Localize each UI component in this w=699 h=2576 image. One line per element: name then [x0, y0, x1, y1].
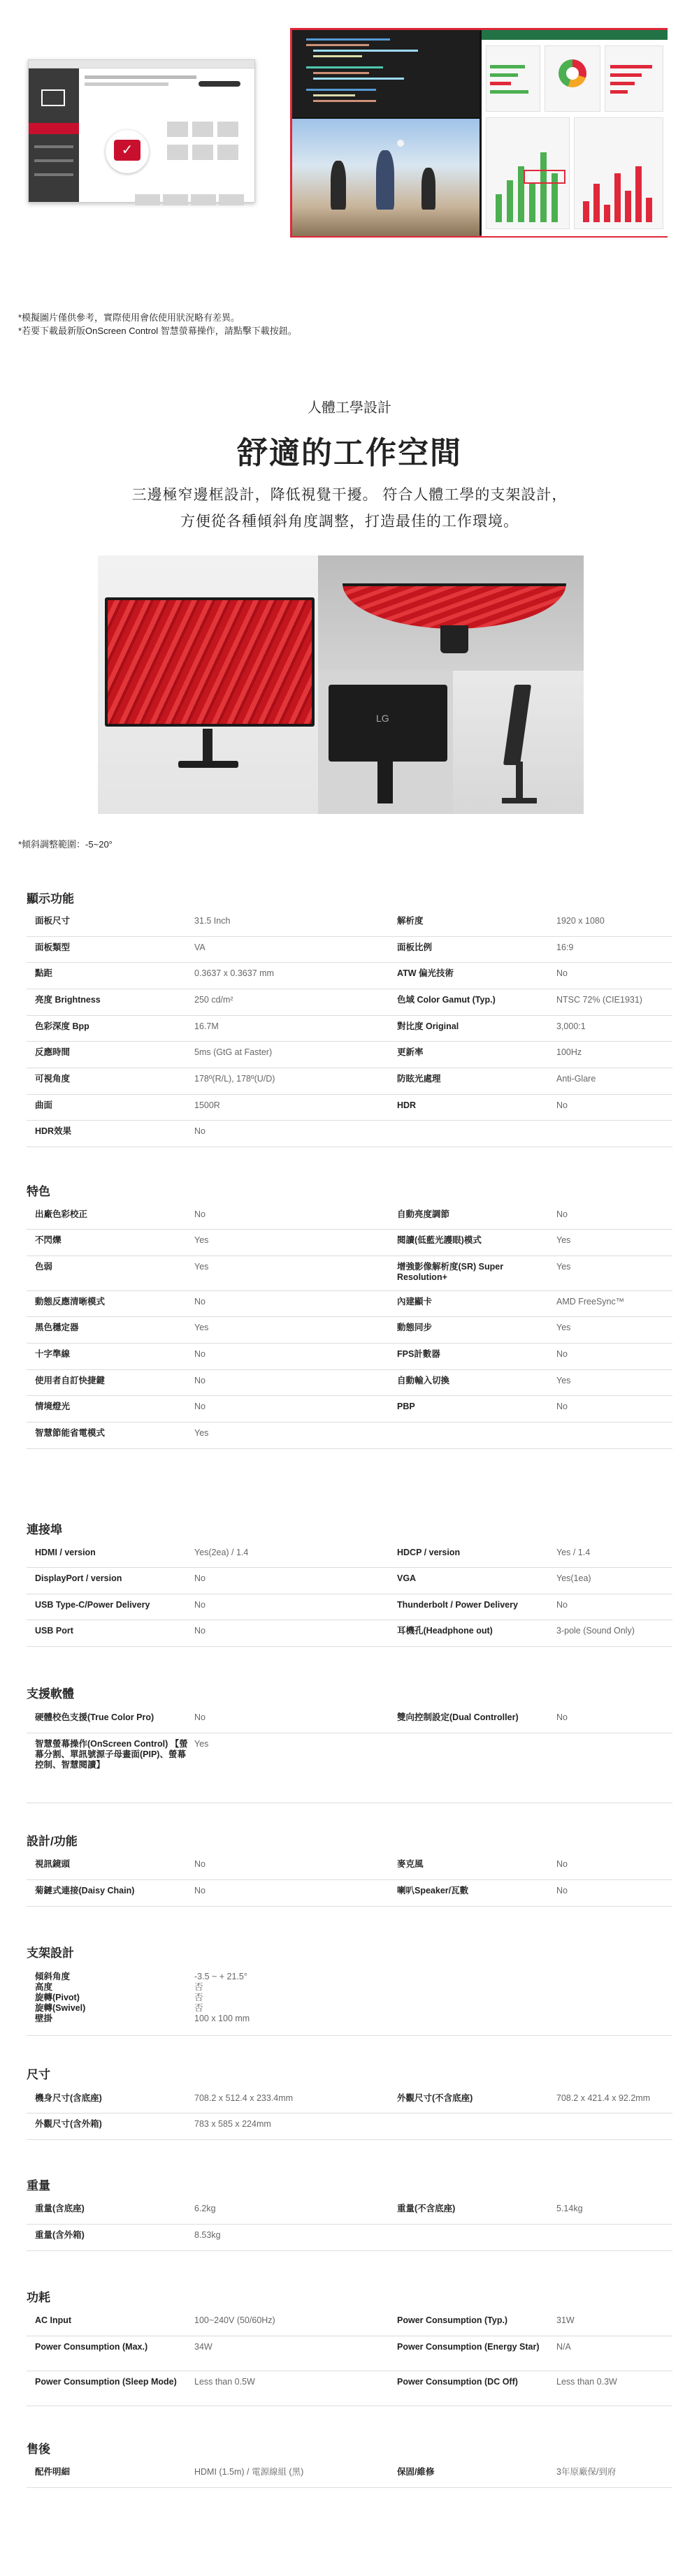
- spec-value: Yes: [194, 1235, 209, 1245]
- spec-value: NTSC 72% (CIE1931): [556, 995, 642, 1005]
- spec-label: 出廠色彩校正: [35, 1209, 88, 1219]
- spec-label: 耳機孔(Headphone out): [397, 1626, 493, 1636]
- spec-label: 增強影像解析度(SR) Super Resolution+: [397, 1262, 504, 1282]
- onscreen-control-window: [28, 59, 255, 203]
- spec-label: 菊鏈式連接(Daisy Chain): [35, 1886, 135, 1895]
- donut-chart-graphic: [559, 59, 586, 87]
- spec-value: 6.2kg: [194, 2204, 216, 2213]
- spec-label: 色域 Color Gamut (Typ.): [397, 995, 496, 1005]
- spec-label: HDCP / version: [397, 1548, 461, 1557]
- spec-value: -3.5 ~ + 21.5° 否 否 否 100 x 100 mm: [194, 1972, 250, 2023]
- spec-label: 色彩深度 Bpp: [35, 1021, 89, 1031]
- spec-label: 保固/維修: [397, 2467, 435, 2477]
- spec-row: [27, 1966, 672, 2036]
- spec-label: 外觀尺寸(含外箱): [35, 2119, 102, 2129]
- spec-label: 曲面: [35, 1100, 53, 1110]
- spec-label: 重量(含底座): [35, 2204, 85, 2213]
- product-photo-top-curve: [318, 555, 584, 671]
- spec-value: Yes: [194, 1739, 209, 1749]
- spec-row: [27, 937, 672, 963]
- spec-value: 783 x 585 x 224mm: [194, 2119, 271, 2129]
- spec-row: [27, 1121, 672, 1147]
- spec-value: 31.5 Inch: [194, 916, 231, 926]
- spec-section-title: 售後: [27, 2443, 50, 2456]
- spec-section-title: 連接埠: [27, 1523, 62, 1536]
- code-editor-pane: [292, 30, 480, 117]
- spec-value: HDMI (1.5m) / 電源線組 (黑): [194, 2467, 304, 2477]
- spec-value: 3-pole (Sound Only): [556, 1626, 635, 1636]
- spec-value: Yes: [194, 1262, 209, 1272]
- spec-row: [27, 1016, 672, 1042]
- spec-row: [27, 1344, 672, 1370]
- window-titlebar: [29, 60, 254, 68]
- spec-row: [27, 1594, 672, 1620]
- spec-row: [27, 2088, 672, 2113]
- spec-value: No: [556, 1402, 568, 1411]
- tilt-range-note: *傾斜調整範圍：-5~20°: [18, 839, 113, 850]
- spec-label: 機身尺寸(含底座): [35, 2093, 102, 2103]
- lg-logo: LG: [376, 713, 389, 724]
- spec-value: 3,000:1: [556, 1021, 586, 1031]
- spec-row: [27, 2310, 672, 2336]
- spec-value: Yes / 1.4: [556, 1548, 591, 1557]
- spec-value: No: [194, 1376, 206, 1385]
- spec-label: 情境燈光: [35, 1402, 71, 1411]
- spec-label: HDR效果: [35, 1126, 72, 1136]
- spec-row: [27, 1880, 672, 1907]
- spec-label: 雙向控制設定(Dual Controller): [397, 1712, 519, 1722]
- spec-label: Power Consumption (Sleep Mode): [35, 2377, 177, 2387]
- description-line-2: 方便從各種傾斜角度調整，打造最佳的工作環境。: [180, 514, 519, 530]
- spec-row: [27, 1230, 672, 1256]
- spec-label: 內建顯卡: [397, 1297, 433, 1307]
- spec-label: 喇叭Speaker/瓦數: [397, 1886, 469, 1895]
- spec-section-title: 功耗: [27, 2291, 50, 2304]
- spec-row: [27, 1396, 672, 1422]
- spec-value: No: [556, 1100, 568, 1110]
- section-eyebrow: 人體工學設計: [308, 400, 391, 416]
- spec-row: [27, 2113, 672, 2140]
- spec-value: Yes: [194, 1323, 209, 1332]
- spec-label: 傾斜角度 高度 旋轉(Pivot) 旋轉(Swivel) 壁掛: [35, 1972, 86, 2023]
- spec-label: Power Consumption (Energy Star): [397, 2342, 540, 2352]
- spec-label: 色弱: [35, 1262, 53, 1272]
- spec-label: 更新率: [397, 1047, 424, 1057]
- spec-row: [27, 1042, 672, 1068]
- footnotes: [18, 311, 297, 337]
- spec-value: No: [556, 1209, 568, 1219]
- download-button-graphic: [199, 81, 240, 87]
- spec-label: 自動亮度調節: [397, 1209, 450, 1219]
- spec-value: 16.7M: [194, 1021, 219, 1031]
- spec-label: 不閃爍: [35, 1235, 62, 1245]
- check-icon: ✓: [114, 140, 140, 161]
- spec-value: No: [556, 1886, 568, 1895]
- spec-value: Anti-Glare: [556, 1074, 596, 1084]
- spec-label: 動態反應清晰模式: [35, 1297, 106, 1307]
- spec-label: 重量(不含底座): [397, 2204, 456, 2213]
- spec-value: No: [556, 1859, 568, 1869]
- spec-label: 自動輸入切換: [397, 1376, 450, 1385]
- product-photo-back: [318, 671, 453, 814]
- spec-label: ATW 偏光技術: [397, 968, 454, 978]
- section-description: [0, 482, 699, 535]
- spreadsheet-toolbar: [482, 30, 668, 40]
- spec-label: 麥克風: [397, 1859, 424, 1869]
- product-photo-front: [98, 555, 318, 814]
- spec-label: 重量(含外箱): [35, 2230, 85, 2240]
- spec-label: 亮度 Brightness: [35, 995, 101, 1005]
- spec-label: 配件明細: [35, 2467, 71, 2477]
- spec-value: No: [194, 1886, 206, 1895]
- spec-value: 1920 x 1080: [556, 916, 605, 926]
- footnote-disclaimer: *模擬圖片僅供參考，實際使用會依使用狀況略有差異。: [18, 312, 240, 323]
- spec-label: 動態同步: [397, 1323, 433, 1332]
- spec-value: No: [194, 1600, 206, 1610]
- spec-section-title: 顯示功能: [27, 892, 74, 905]
- spec-value: VA: [194, 943, 206, 952]
- spec-value: 16:9: [556, 943, 574, 952]
- spec-row: [27, 2225, 672, 2251]
- spec-value: No: [194, 1297, 206, 1307]
- spec-label: 智慧節能省電模式: [35, 1428, 106, 1438]
- spec-value: 31W: [556, 2315, 575, 2325]
- spec-row: [27, 1542, 672, 1568]
- spec-label: 外觀尺寸(不含底座): [397, 2093, 473, 2103]
- spec-row: [27, 1291, 672, 1317]
- spec-value: 100~240V (50/60Hz): [194, 2315, 275, 2325]
- spec-value: No: [194, 1859, 206, 1869]
- video-pane: [292, 119, 480, 236]
- spec-row: [27, 1733, 672, 1803]
- spec-label: 閱讀(低藍光護眼)模式: [397, 1235, 482, 1245]
- spec-label: 對比度 Original: [397, 1021, 459, 1031]
- spec-label: USB Type-C/Power Delivery: [35, 1600, 150, 1610]
- spec-value: Yes: [556, 1262, 571, 1272]
- spec-label: 十字準線: [35, 1349, 71, 1359]
- spec-label: Thunderbolt / Power Delivery: [397, 1600, 518, 1610]
- spec-value: Yes(1ea): [556, 1573, 591, 1583]
- spec-section-title: 支援軟體: [27, 1687, 74, 1701]
- spec-row: [27, 1854, 672, 1880]
- spec-value: No: [194, 1126, 206, 1136]
- spec-label: HDMI / version: [35, 1548, 96, 1557]
- spec-value: 100Hz: [556, 1047, 582, 1057]
- spec-value: No: [556, 1712, 568, 1722]
- spec-value: 5.14kg: [556, 2204, 583, 2213]
- spec-row: [27, 1204, 672, 1230]
- section-title: 舒適的工作空間: [237, 436, 462, 470]
- spec-value: Yes(2ea) / 1.4: [194, 1548, 249, 1557]
- spec-value: 3年原廠保/到府: [556, 2467, 617, 2477]
- spec-row: [27, 1707, 672, 1733]
- spec-value: 8.53kg: [194, 2230, 221, 2240]
- spec-value: No: [194, 1573, 206, 1583]
- spec-value: No: [194, 1626, 206, 1636]
- spec-value: 5ms (GtG at Faster): [194, 1047, 273, 1057]
- spec-label: 面板尺寸: [35, 916, 71, 926]
- spec-row: [27, 2371, 672, 2406]
- spec-value: Less than 0.5W: [194, 2377, 255, 2387]
- spec-label: 面板比例: [397, 943, 433, 952]
- screen-split-badge: [106, 130, 149, 173]
- spec-label: USB Port: [35, 1626, 73, 1636]
- spec-row: [27, 1095, 672, 1121]
- spec-value: Yes: [556, 1235, 571, 1245]
- spec-label: Power Consumption (Typ.): [397, 2315, 508, 2325]
- spec-row: [27, 1370, 672, 1396]
- spec-label: 使用者自訂快捷鍵: [35, 1376, 106, 1385]
- spec-row: [27, 1422, 672, 1449]
- spec-label: 面板類型: [35, 943, 71, 952]
- spec-section-title: 設計/功能: [27, 1835, 78, 1848]
- spec-row: [27, 2336, 672, 2371]
- spec-value: Less than 0.3W: [556, 2377, 617, 2387]
- spec-label: Power Consumption (Max.): [35, 2342, 148, 2352]
- spec-value: 708.2 x 512.4 x 233.4mm: [194, 2093, 294, 2103]
- spec-label: PBP: [397, 1402, 415, 1411]
- spec-value: Yes: [556, 1323, 571, 1332]
- spec-row: [27, 910, 672, 937]
- spec-value: N/A: [556, 2342, 571, 2352]
- spec-row: [27, 1620, 672, 1647]
- spec-row: [27, 989, 672, 1016]
- spec-row: [27, 1068, 672, 1095]
- spec-value: No: [556, 1600, 568, 1610]
- spec-value: No: [194, 1349, 206, 1359]
- monitor-icon: [41, 89, 65, 106]
- spec-section-title: 特色: [27, 1185, 50, 1198]
- split-screen-monitor: [290, 28, 668, 238]
- spec-value: 178º(R/L), 178º(U/D): [194, 1074, 275, 1084]
- spec-row: [27, 963, 672, 989]
- sidebar-active-item: [29, 123, 79, 134]
- product-photo-side: [453, 671, 584, 814]
- spec-value: 0.3637 x 0.3637 mm: [194, 968, 274, 978]
- spec-label: 解析度: [397, 916, 424, 926]
- spec-label: 點距: [35, 968, 53, 978]
- spec-label: DisplayPort / version: [35, 1573, 122, 1583]
- spec-value: No: [556, 1349, 568, 1359]
- spec-label: HDR: [397, 1100, 417, 1110]
- spec-label: 可視角度: [35, 1074, 71, 1084]
- spec-row: [27, 1256, 672, 1291]
- spec-section-title: 支架設計: [27, 1946, 74, 1960]
- layout-grid: [165, 119, 249, 166]
- spec-value: No: [556, 968, 568, 978]
- spec-label: 視訊鏡頭: [35, 1859, 71, 1869]
- hero-illustration: [0, 0, 699, 241]
- spec-value: 1500R: [194, 1100, 220, 1110]
- footnote-download: *若要下載最新版OnScreen Control 智慧螢幕操作，請點擊下載按鈕。: [18, 326, 297, 336]
- spec-label: VGA: [397, 1573, 417, 1583]
- layout-grid-bottom: [134, 193, 245, 210]
- description-line-1: 三邊極窄邊框設計，降低視覺干擾。 符合人體工學的支架設計，: [131, 487, 568, 503]
- spec-label: AC Input: [35, 2315, 72, 2325]
- spec-section-title: 尺寸: [27, 2068, 50, 2081]
- spec-value: Yes: [194, 1428, 209, 1438]
- spec-row: [27, 1317, 672, 1344]
- spec-label: FPS計數器: [397, 1349, 440, 1359]
- spec-value: No: [194, 1712, 206, 1722]
- spec-label: 智慧螢幕操作(OnScreen Control) 【螢幕分割、單訊號源子母畫面(PIP)、螢幕控制、智慧閱讀】: [35, 1739, 188, 1770]
- spec-value: AMD FreeSync™: [556, 1297, 625, 1307]
- spec-row: [27, 2461, 672, 2488]
- app-sidebar: [29, 68, 79, 202]
- spec-label: 反應時間: [35, 1047, 71, 1057]
- spreadsheet-pane: [482, 30, 668, 236]
- spec-label: 黑色穩定器: [35, 1323, 79, 1332]
- spec-label: 硬體校色支援(True Color Pro): [35, 1712, 154, 1722]
- spec-label: 防眩光處理: [397, 1074, 441, 1084]
- spec-section-title: 重量: [27, 2179, 50, 2192]
- spec-value: 708.2 x 421.4 x 92.2mm: [556, 2093, 651, 2103]
- spec-label: Power Consumption (DC Off): [397, 2377, 518, 2387]
- spec-value: 250 cd/m²: [194, 995, 233, 1005]
- spec-value: No: [194, 1402, 206, 1411]
- spec-value: 34W: [194, 2342, 212, 2352]
- spec-row: [27, 2198, 672, 2225]
- spec-value: No: [194, 1209, 206, 1219]
- spec-value: Yes: [556, 1376, 571, 1385]
- spec-row: [27, 1568, 672, 1594]
